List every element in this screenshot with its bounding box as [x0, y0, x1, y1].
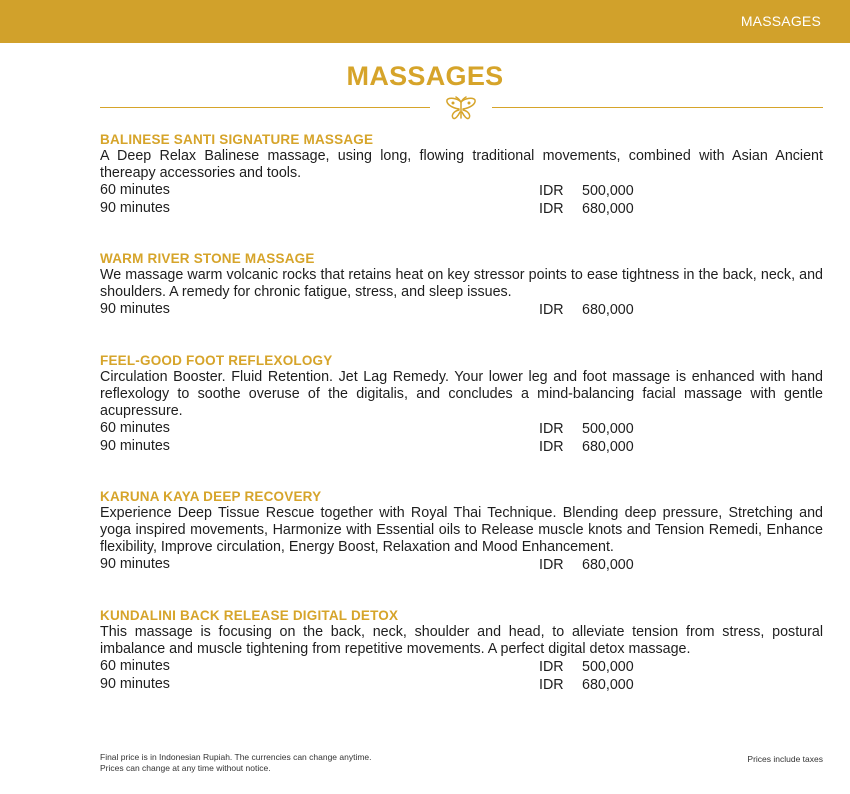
treatment-title: FEEL-GOOD FOOT REFLEXOLOGY: [100, 353, 333, 368]
treatment-balinese-santi: [100, 131, 823, 217]
header-bar: [0, 0, 850, 43]
treatment-description: Circulation Booster. Fluid Retention. Jet Lag Remedy. Your lower leg and foot massage is enhanced with hand reflexology to soothe overuse of the digitalis, and concludes a mind-balancing facial massage with gentle acupressure.: [100, 369, 823, 419]
footer-note-line: Final price is in Indonesian Rupiah. The currencies can change anytime.: [100, 752, 372, 762]
price-amount: 680,000: [582, 557, 634, 573]
treatment-description: We massage warm volcanic rocks that retains heat on key stressor points to ease tightness in the back, neck, and shoulders. A remedy for chronic fatigue, stress, and sleep issues.: [100, 267, 823, 300]
duration: 60 minutes: [100, 182, 170, 198]
treatment-description: A Deep Relax Balinese massage, using long, flowing traditional movements, combined with Asian Ancient thereapy accessories and tools.: [100, 148, 823, 181]
butterfly-ornament-icon: [444, 96, 478, 124]
currency: IDR: [539, 200, 564, 217]
currency: IDR: [539, 438, 564, 455]
duration: 60 minutes: [100, 658, 170, 674]
price-amount: 680,000: [582, 302, 634, 318]
price-amount: 680,000: [582, 438, 634, 455]
divider-left: [100, 107, 430, 108]
price-row: [100, 658, 823, 676]
currency: IDR: [539, 421, 564, 437]
page-title: MASSAGES: [346, 61, 504, 91]
price-row: [100, 301, 823, 319]
treatment-foot-reflexology: [100, 352, 823, 455]
price-row: [100, 676, 823, 694]
price-amount: 500,000: [582, 659, 634, 675]
treatment-title: BALINESE SANTI SIGNATURE MASSAGE: [100, 132, 374, 147]
treatment-kundalini-back-release: [100, 607, 823, 693]
footer-note-line: Prices can change at any time without notice.: [100, 763, 271, 773]
divider-right: [492, 107, 823, 108]
footer-taxes-note: Prices include taxes: [747, 754, 823, 764]
treatment-description: This massage is focusing on the back, neck, shoulder and head, to alleviate tension from stress, postural imbalance and muscle tightening from repetitive movements. A perfect digital detox massage.: [100, 624, 823, 657]
price-row: [100, 438, 823, 456]
currency: IDR: [539, 557, 564, 573]
price-row: [100, 182, 823, 200]
treatment-karuna-kaya: [100, 488, 823, 574]
price-amount: 500,000: [582, 421, 634, 437]
price-amount: 500,000: [582, 183, 634, 199]
price-row: [100, 200, 823, 218]
footer-note: [100, 752, 372, 774]
duration: 60 minutes: [100, 420, 170, 436]
duration: 90 minutes: [100, 199, 170, 216]
treatment-description: Experience Deep Tissue Rescue together with Royal Thai Technique. Blending deep pressure, Stretching and yoga inspired movements, Harmonize with Essential oils to Release muscle knots and Tension Remedi, Enhance flexibility, Improve circulation, Energy Boost, Relaxation and Mood Enhancement.: [100, 505, 823, 555]
duration: 90 minutes: [100, 301, 170, 317]
price-amount: 680,000: [582, 200, 634, 217]
price-row: [100, 420, 823, 438]
price-amount: 680,000: [582, 676, 634, 693]
treatment-title: KUNDALINI BACK RELEASE DIGITAL DETOX: [100, 608, 399, 623]
duration: 90 minutes: [100, 556, 170, 572]
currency: IDR: [539, 183, 564, 199]
treatment-title: KARUNA KAYA DEEP RECOVERY: [100, 489, 322, 504]
duration: 90 minutes: [100, 437, 170, 454]
treatment-warm-river-stone: [100, 250, 823, 319]
currency: IDR: [539, 676, 564, 693]
price-row: [100, 556, 823, 574]
currency: IDR: [539, 659, 564, 675]
header-section-label: MASSAGES: [740, 13, 821, 29]
currency: IDR: [539, 302, 564, 318]
duration: 90 minutes: [100, 675, 170, 692]
treatment-title: WARM RIVER STONE MASSAGE: [100, 251, 315, 266]
